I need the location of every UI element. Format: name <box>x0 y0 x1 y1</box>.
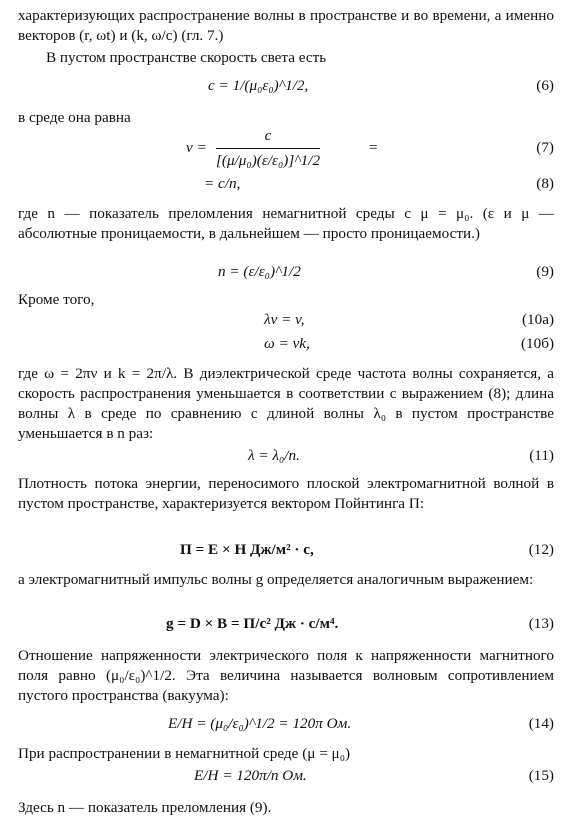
equation-7-number: (7) <box>536 139 554 156</box>
equation-12-number: (12) <box>528 541 554 558</box>
equation-8-number: (8) <box>536 175 554 192</box>
equation-15-number: (15) <box>528 767 554 784</box>
equation-15-formula: E/H = 120π/n Ом. <box>194 767 307 784</box>
paragraph-nonmagnetic: При распространении в немагнитной среде (μ = μ₀) <box>18 745 351 762</box>
paragraph-refractive-index: где n — показатель преломления немагнитной среды с μ = μ₀. (ε и μ — абсолютные проницаемости, в дальнейшем — просто проницаемости.) <box>18 205 554 242</box>
paragraph-impedance: Отношение напряженности электрического поля к напряженности магнитного поля равно (μ₀/ε₀)^1/2. Эта величина называется волновым сопротивлением пустого пространства (вакуума): <box>18 647 554 704</box>
equation-11-formula: λ = λ₀/n. <box>248 447 300 464</box>
equation-7 <box>18 126 554 170</box>
equation-10b-formula: ω = vk, <box>264 335 310 352</box>
equation-6 <box>18 76 554 98</box>
equation-13-formula: g = D × B = Π/c² Дж · с/м⁴. <box>166 615 339 632</box>
equation-6-formula: c = 1/(μ₀ε₀)^1/2, <box>208 77 309 94</box>
equation-9-formula: n = (ε/ε₀)^1/2 <box>218 263 301 280</box>
equation-7-fraction <box>216 126 320 171</box>
paragraph-vacuum-speed: В пустом пространстве скорость света есть <box>46 49 327 66</box>
paragraph-poynting: Плотность потока энергии, переносимого плоской электромагнитной волной в пустом пространстве, характеризуется вектором Пойнтинга Π: <box>18 475 554 512</box>
paragraph-note: Здесь n — показатель преломления (9). <box>18 799 272 816</box>
equation-11-number: (11) <box>529 447 554 464</box>
equation-14 <box>18 714 554 736</box>
equation-15 <box>18 766 554 788</box>
equation-11 <box>18 446 554 468</box>
equation-10b <box>18 334 554 356</box>
equation-12-formula: Π = E × H Дж/м² · с, <box>180 541 314 558</box>
equation-13 <box>18 614 554 636</box>
paragraph-dielectric: где ω = 2πν и k = 2π/λ. В диэлектрической среде частота волны сохраняется, а скорость распространения уменьшается в соответствии с выражением (8); длина волны λ в среде по сравнению с длиной волны λ₀ в пустом пространстве уменьшается в n раз: <box>18 365 554 442</box>
paragraph-medium: в среде она равна <box>18 109 131 126</box>
equation-14-formula: E/H = (μ₀/ε₀)^1/2 = 120π Ом. <box>168 715 352 732</box>
paragraph-momentum: а электромагнитный импульс волны g определяется аналогичным выражением: <box>18 571 534 588</box>
equation-14-number: (14) <box>528 715 554 732</box>
equation-12 <box>18 540 554 562</box>
equation-7-denominator: [(μ/μ₀)(ε/ε₀)]^1/2 <box>216 152 321 169</box>
equation-7-lhs: v = <box>186 139 207 156</box>
equation-10a <box>18 310 554 332</box>
equation-10a-formula: λν = v, <box>264 311 305 328</box>
equation-8-formula: = c/n, <box>204 175 241 192</box>
equation-10a-number: (10a) <box>521 311 554 328</box>
equation-9 <box>18 262 554 284</box>
equation-8 <box>18 174 554 196</box>
equation-6-number: (6) <box>536 77 554 94</box>
paragraph-intro: характеризующих распространение волны в пространстве и во времени, а именно векторов (r, ωt) и (k, ω/c) (гл. 7.) <box>18 7 554 44</box>
paragraph-moreover: Кроме того, <box>18 291 95 308</box>
equation-7-numerator: c <box>216 126 320 149</box>
equation-7-rhs: = <box>368 139 379 156</box>
equation-13-number: (13) <box>528 615 554 632</box>
equation-10b-number: (10б) <box>520 335 554 352</box>
equation-9-number: (9) <box>536 263 554 280</box>
